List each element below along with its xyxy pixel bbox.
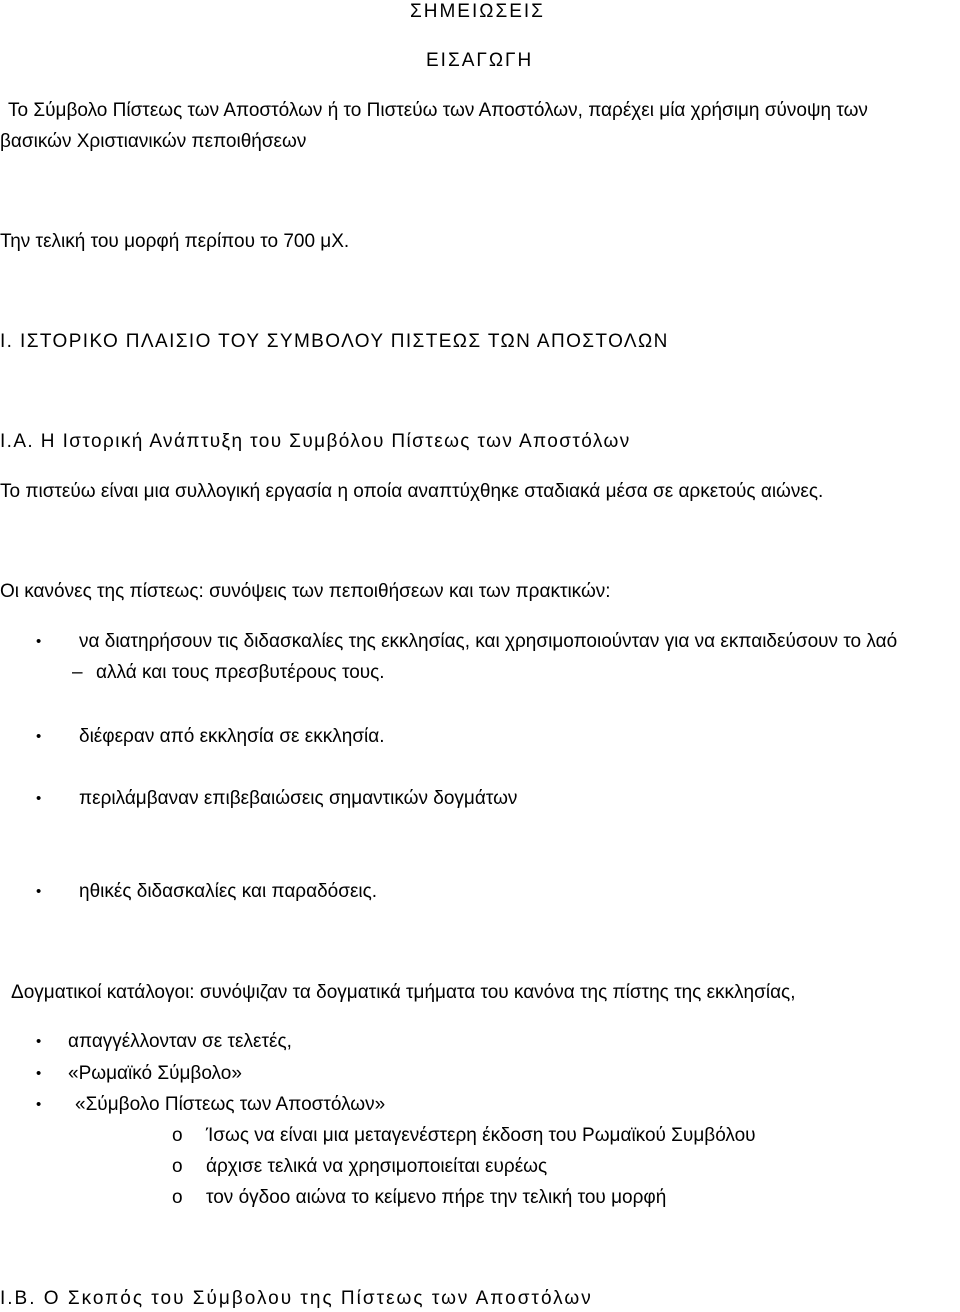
dash-marker: – [72,662,83,683]
section-1-heading: Ι. ΙΣΤΟΡΙΚΟ ΠΛΑΙΣΙΟ ΤΟΥ ΣΥΜΒΟΛΟΥ ΠΙΣΤΕΩΣ ΤΩΝ ΑΠΟΣΤΟΛΩΝ [0,331,669,352]
intro-line-1: Το Σύμβολο Πίστεως των Αποστόλων ή το Πιστεύω των Αποστόλων, παρέχει μία χρήσιμη σύνοψη των [8,100,868,121]
bullet-marker: • [36,790,42,807]
dogmatic-sub-item-3: τον όγδοο αιώνα το κείμενο πήρε την τελική του μορφή [206,1187,667,1208]
intro-line-2: βασικών Χριστιανικών πεποιθήσεων [0,131,307,152]
bullet-marker: • [36,728,42,745]
dogmatic-item-1: απαγγέλλονταν σε τελετές, [68,1031,292,1052]
dogmatic-sub-item-1: Ίσως να είναι μια μεταγενέστερη έκδοση του Ρωμαϊκού Συμβόλου [206,1125,756,1146]
bullet-marker: • [36,1033,42,1050]
rules-intro: Οι κανόνες της πίστεως: συνόψεις των πεποιθήσεων και των πρακτικών: [0,581,611,602]
sub-bullet-marker: o [172,1156,183,1177]
rules-item-1-line-1: να διατηρήσουν τις διδασκαλίες της εκκλησίας, και χρησιμοποιούνταν για να εκπαιδεύσουν το λαό [79,631,898,652]
bullet-marker: • [36,1065,42,1082]
page-title: ΣΗΜΕΙΩΣΕΙΣ [410,1,545,22]
dogmatic-item-2: «Ρωμαϊκό Σύμβολο» [68,1063,242,1084]
bullet-marker: • [36,883,42,900]
sub-bullet-marker: o [172,1125,183,1146]
section-1b-heading: Ι.Β. Ο Σκοπός του Σύμβολου της Πίστεως των Αποστόλων [0,1288,593,1309]
rules-item-1-line-2: αλλά και τους πρεσβυτέρους τους. [96,662,385,683]
intro-line-3: Την τελική του μορφή περίπου το 700 μΧ. [0,231,350,252]
section-1a-paragraph: Το πιστεύω είναι μια συλλογική εργασία η οποία αναπτύχθηκε σταδιακά μέσα σε αρκετούς αιώνες. [0,481,824,502]
sub-bullet-marker: o [172,1187,183,1208]
bullet-marker: • [36,1096,42,1113]
rules-item-3: περιλάμβαναν επιβεβαιώσεις σημαντικών δογμάτων [79,788,518,809]
dogmatic-intro: Δογματικοί κατάλογοι: συνόψιζαν τα δογματικά τμήματα του κανόνα της πίστης της εκκλησίας, [11,982,796,1003]
intro-heading: ΕΙΣΑΓΩΓΗ [426,50,534,71]
section-1a-heading: Ι.Α. Η Ιστορική Ανάπτυξη του Συμβόλου Πίστεως των Αποστόλων [0,431,631,452]
bullet-marker: • [36,633,42,650]
rules-item-4: ηθικές διδασκαλίες και παραδόσεις. [79,881,378,902]
dogmatic-sub-item-2: άρχισε τελικά να χρησιμοποιείται ευρέως [206,1156,548,1177]
dogmatic-item-3: «Σύμβολο Πίστεως των Αποστόλων» [75,1094,386,1115]
rules-item-2: διέφεραν από εκκλησία σε εκκλησία. [79,726,385,747]
